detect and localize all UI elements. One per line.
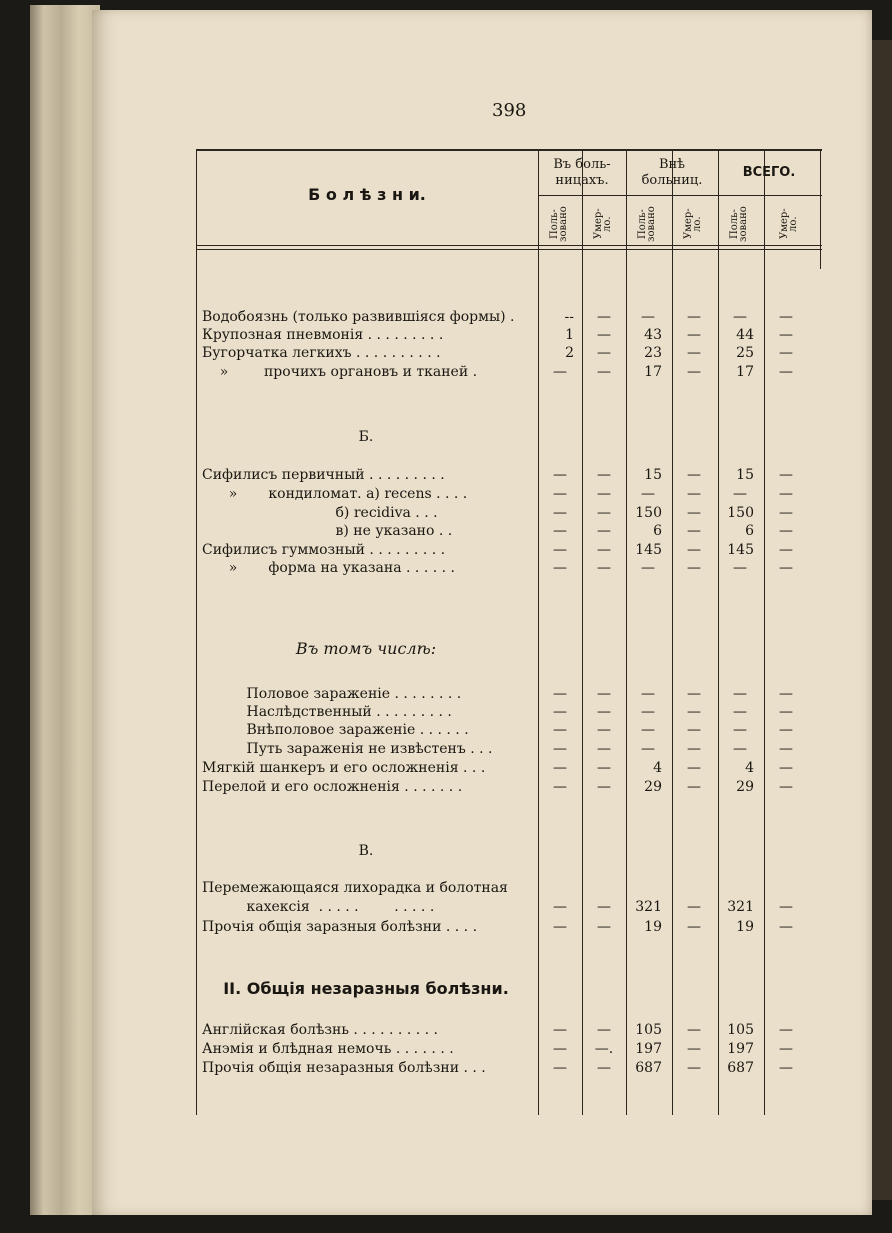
cell-value: 4: [745, 760, 754, 776]
table-row: [196, 741, 822, 759]
cell-value: —: [553, 560, 567, 576]
cell-value: —: [733, 722, 747, 738]
cell-value: —: [597, 560, 611, 576]
cell-value: —: [553, 486, 567, 502]
cell-value: —: [597, 467, 611, 483]
table-row: [196, 542, 822, 560]
cell-value: —: [687, 364, 701, 380]
statistics-table: [196, 149, 822, 1115]
table-top-rule: [196, 149, 822, 151]
cell-value: 6: [745, 523, 754, 539]
cell-value: 321: [727, 899, 754, 915]
cell-value: 150: [727, 505, 754, 521]
cell-value: —: [687, 1041, 701, 1057]
cell-value: —: [641, 686, 655, 702]
table-row: [196, 327, 822, 345]
cell-value: —: [597, 760, 611, 776]
cell-value: —: [687, 542, 701, 558]
cell-value: —: [779, 704, 793, 720]
cell-value: —: [597, 704, 611, 720]
cell-value: —: [553, 899, 567, 915]
row-label: » форма на указана . . . . . .: [202, 560, 455, 576]
table-row: [196, 1041, 822, 1059]
row-label: в) не указано . .: [202, 523, 453, 539]
cell-value: —: [641, 309, 655, 325]
cell-value: —: [553, 467, 567, 483]
group-rule: [538, 195, 822, 196]
cell-value: 19: [736, 919, 754, 935]
table-row: [196, 560, 822, 578]
cell-value: —: [687, 779, 701, 795]
cell-value: —: [687, 722, 701, 738]
cell-value: —: [687, 467, 701, 483]
cell-value: —: [779, 760, 793, 776]
row-label: Анэмія и блѣдная немочь . . . . . . .: [202, 1041, 454, 1057]
col-rule: [538, 149, 539, 1115]
cell-value: 17: [644, 364, 662, 380]
cell-value: —: [687, 899, 701, 915]
cell-value: 105: [727, 1022, 754, 1038]
used-subheader: Поль- зовано: [729, 206, 749, 242]
book-edge: [30, 5, 100, 1215]
cell-value: —: [553, 919, 567, 935]
table-row: [196, 345, 822, 363]
col-rule: [820, 149, 821, 269]
cell-value: 43: [644, 327, 662, 343]
col-rule: [718, 149, 719, 1115]
cell-value: —: [687, 560, 701, 576]
cell-value: —: [779, 722, 793, 738]
cell-value: —: [779, 505, 793, 521]
in-hospitals-header: Въ боль- ницахъ.: [553, 157, 611, 188]
col-rule: [582, 149, 583, 1115]
cell-value: —: [779, 364, 793, 380]
col-rule: [196, 149, 197, 1115]
binding-shadow: [872, 40, 892, 1200]
row-label: Сифилисъ гуммозный . . . . . . . . .: [202, 542, 446, 558]
section-heading: [196, 429, 822, 447]
cell-value: —: [779, 327, 793, 343]
cell-value: 6: [653, 523, 662, 539]
cell-value: —: [687, 523, 701, 539]
header-rule-2: [196, 245, 822, 246]
cell-value: —: [779, 467, 793, 483]
cell-value: 197: [635, 1041, 662, 1057]
cell-value: 145: [727, 542, 754, 558]
cell-value: —: [641, 486, 655, 502]
cell-value: 2: [565, 345, 574, 361]
cell-value: 321: [635, 899, 662, 915]
row-label: Англійская болѣзнь . . . . . . . . . .: [202, 1022, 438, 1038]
col-rule: [764, 149, 765, 1115]
cell-value: —: [597, 523, 611, 539]
cell-value: —: [597, 722, 611, 738]
cell-value: —: [687, 919, 701, 935]
page-number: 398: [492, 100, 527, 121]
table-row: [196, 919, 822, 937]
cell-value: —: [553, 1041, 567, 1057]
cell-value: —: [733, 560, 747, 576]
cell-value: —: [553, 760, 567, 776]
cell-value: 150: [635, 505, 662, 521]
cell-value: —: [597, 542, 611, 558]
table-row: [196, 486, 822, 504]
cell-value: —: [553, 686, 567, 702]
cell-value: —: [553, 1022, 567, 1038]
cell-value: —: [553, 704, 567, 720]
cell-value: —: [779, 919, 793, 935]
outside-hospitals-header: Внѣ больниц.: [641, 157, 703, 188]
cell-value: —: [597, 919, 611, 935]
cell-value: —: [687, 1060, 701, 1076]
cell-value: 17: [736, 364, 754, 380]
cell-value: —: [687, 486, 701, 502]
col-rule: [672, 149, 673, 1115]
cell-value: --: [564, 309, 574, 325]
cell-value: —: [687, 345, 701, 361]
cell-value: —: [553, 505, 567, 521]
cell-value: —: [733, 309, 747, 325]
cell-value: —: [641, 741, 655, 757]
cell-value: —: [597, 486, 611, 502]
cell-value: —: [553, 364, 567, 380]
cell-value: —.: [594, 1041, 614, 1057]
cell-value: —: [733, 704, 747, 720]
cell-value: —: [597, 505, 611, 521]
table-row: [196, 523, 822, 541]
row-label: Внѣполовое зараженіе . . . . . .: [202, 722, 469, 738]
cell-value: —: [597, 1060, 611, 1076]
cell-value: —: [779, 1022, 793, 1038]
cell-value: —: [733, 686, 747, 702]
cell-value: —: [641, 722, 655, 738]
used-subheader: Поль- зовано: [637, 206, 657, 242]
cell-value: —: [687, 309, 701, 325]
row-label: Водобоязнь (только развившіяся формы) .: [202, 309, 515, 325]
row-label: Наслѣдственный . . . . . . . . .: [202, 704, 452, 720]
cell-value: —: [553, 542, 567, 558]
cell-value: 105: [635, 1022, 662, 1038]
cell-value: —: [553, 523, 567, 539]
cell-value: —: [733, 741, 747, 757]
cell-value: —: [597, 686, 611, 702]
subsection-heading: [196, 639, 822, 657]
cell-value: 4: [653, 760, 662, 776]
used-subheader: Поль- зовано: [549, 206, 569, 242]
cell-value: —: [553, 1060, 567, 1076]
cell-value: —: [597, 779, 611, 795]
table-row: [196, 1022, 822, 1040]
cell-value: —: [779, 779, 793, 795]
cell-value: 687: [727, 1060, 754, 1076]
cell-value: —: [597, 899, 611, 915]
cell-value: —: [779, 345, 793, 361]
cell-value: —: [687, 760, 701, 776]
row-label: Крупозная пневмонія . . . . . . . . .: [202, 327, 444, 343]
cell-value: 29: [644, 779, 662, 795]
total-header: ВСЕГО.: [742, 165, 796, 180]
table-row: [196, 309, 822, 327]
table-row: [196, 899, 822, 917]
died-subheader: Умер- ло.: [683, 208, 703, 240]
row-label: Бугорчатка легкихъ . . . . . . . . . .: [202, 345, 441, 361]
cell-value: 15: [644, 467, 662, 483]
heading-text: В.: [358, 843, 374, 859]
cell-value: —: [641, 560, 655, 576]
cell-value: —: [553, 741, 567, 757]
row-label: Перелой и его осложненія . . . . . . .: [202, 779, 463, 795]
cell-value: 197: [727, 1041, 754, 1057]
row-label: Прочія общія заразныя болѣзни . . . .: [202, 919, 478, 935]
table-row: [196, 364, 822, 382]
cell-value: —: [641, 704, 655, 720]
cell-value: —: [553, 722, 567, 738]
row-label: Путь зараженія не извѣстенъ . . .: [202, 741, 493, 757]
cell-value: —: [597, 741, 611, 757]
cell-value: —: [779, 523, 793, 539]
cell-value: —: [779, 1041, 793, 1057]
cell-value: —: [779, 560, 793, 576]
row-label: Сифилисъ первичный . . . . . . . . .: [202, 467, 445, 483]
cell-value: —: [597, 364, 611, 380]
row-label: Половое зараженіе . . . . . . . .: [202, 686, 462, 702]
section-heading: [196, 843, 822, 861]
heading-text: Б.: [358, 429, 374, 445]
cell-value: —: [687, 1022, 701, 1038]
cell-value: —: [597, 345, 611, 361]
cell-value: 25: [736, 345, 754, 361]
table-row: [196, 722, 822, 740]
cell-value: —: [733, 486, 747, 502]
row-label: Мягкій шанкеръ и его осложненія . . .: [202, 760, 486, 776]
cell-value: —: [687, 686, 701, 702]
table-row: [196, 1060, 822, 1078]
cell-value: —: [553, 779, 567, 795]
cell-value: —: [779, 309, 793, 325]
row-label: » прочихъ органовъ и тканей .: [202, 364, 478, 380]
row-label: б) recidiva . . .: [202, 505, 438, 521]
cell-value: 19: [644, 919, 662, 935]
cell-value: —: [779, 899, 793, 915]
part-heading: [196, 979, 822, 997]
row-label: Перемежающаяся лихорадка и болотная: [202, 880, 508, 896]
row-label: » кондиломат. а) recens . . . .: [202, 486, 468, 502]
table-row: [196, 760, 822, 778]
died-subheader: Умер- ло.: [593, 208, 613, 240]
cell-value: 29: [736, 779, 754, 795]
cell-value: 44: [736, 327, 754, 343]
header-rule: [196, 249, 822, 250]
cell-value: —: [597, 327, 611, 343]
cell-value: —: [779, 686, 793, 702]
row-label: кахексія . . . . . . . . . .: [202, 899, 435, 915]
died-subheader: Умер- ло.: [779, 208, 799, 240]
heading-text: II. Общія незаразныя болѣзни.: [223, 979, 509, 998]
cell-value: —: [597, 309, 611, 325]
cell-value: 687: [635, 1060, 662, 1076]
cell-value: —: [597, 1022, 611, 1038]
cell-value: —: [779, 1060, 793, 1076]
row-label: Прочія общія незаразныя болѣзни . . .: [202, 1060, 486, 1076]
table-row: [196, 779, 822, 797]
diseases-header: Б о л ѣ з н и.: [308, 185, 426, 204]
cell-value: 145: [635, 542, 662, 558]
cell-value: 15: [736, 467, 754, 483]
cell-value: —: [779, 542, 793, 558]
table-row: [196, 467, 822, 485]
col-rule: [626, 149, 627, 1115]
table-row: [196, 880, 822, 898]
cell-value: —: [779, 486, 793, 502]
cell-value: 1: [565, 327, 574, 343]
table-row: [196, 704, 822, 722]
table-row: [196, 505, 822, 523]
cell-value: 23: [644, 345, 662, 361]
heading-text: Въ томъ числѣ:: [295, 639, 437, 658]
cell-value: —: [687, 704, 701, 720]
cell-value: —: [687, 505, 701, 521]
cell-value: —: [687, 327, 701, 343]
cell-value: —: [687, 741, 701, 757]
table-row: [196, 686, 822, 704]
cell-value: —: [779, 741, 793, 757]
